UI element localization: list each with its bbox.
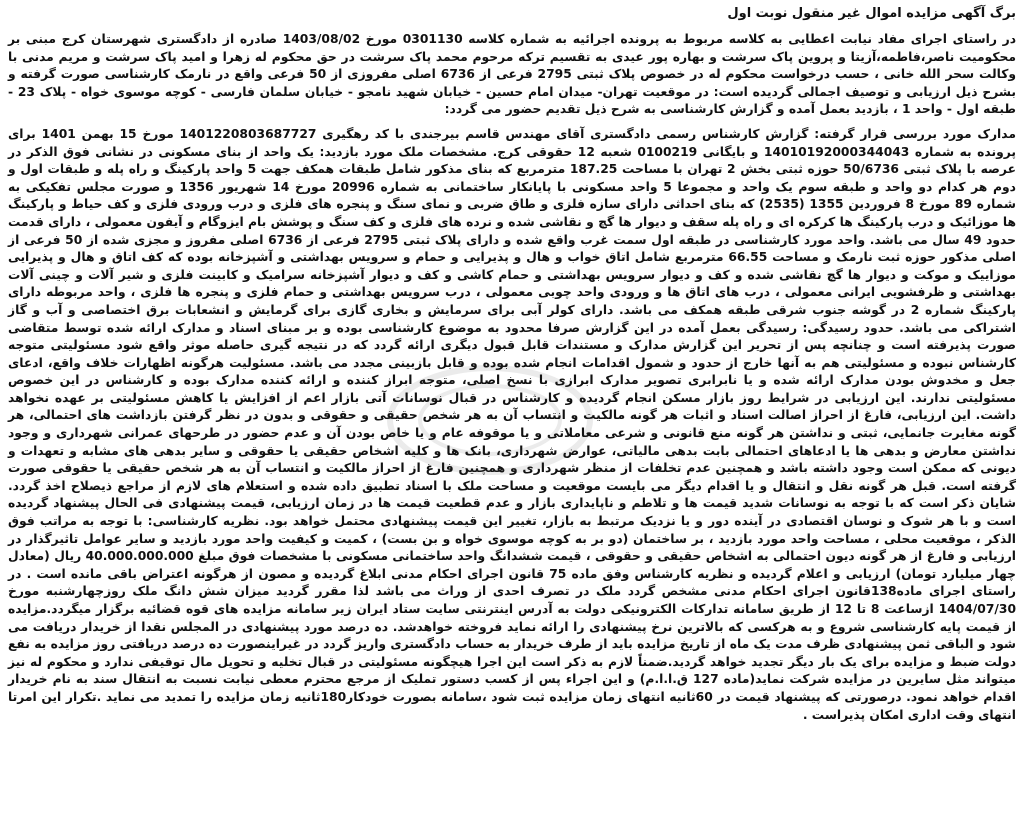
notice-title: برگ آگهی مزایده اموال غیر منقول نوبت اول — [727, 6, 1016, 21]
notice-paragraph-intro: در راستای اجرای مفاد نیابت اعطایی به کلاسه مربوط به پرونده اجرائیه به شماره کلاسه 0301130 مورخ 1403/08/02 صادره از دادگستری شهرستان کرج مبنی بر محکومیت ناصر،فاطمه،آزیتا و پروین پاک سرشت و بهاره پور عیدی به تقسیم ترکه مرحوم محمد پاک سرشت در حق محکوم له زهرا و امید پاک سرشت و مریم مدنی با وکالت سحر الله خانی ، حسب درخواست محکوم له در خصوص پلاک ثبتی 2795 فرعی از 6736 اصلی مفروزی از 50 فرعی واقع در نارمک کارشناسی صورت گرفته و بشرح ذیل ارزیابی و توصیف اجمالی گردیده است: در موقعیت تهران- میدان امام حسین - خیابان شهید نامجو - خیابان سلمان فارسی - کوچه موسوی خواه - پلاک 23 - طبقه اول - واحد 1 ، بازدید بعمل آمده و گزارش کارشناسی به شرح ذیل تقدیم حضور می گردد: — [8, 32, 1017, 117]
notice-paragraph-body: مدارک مورد بررسی قرار گرفته: گزارش کارشناس رسمی دادگستری آقای مهندس قاسم بیرجندی با کد رهگیری 1401220803687727 مورخ 15 بهمن 1401 برای پرونده به شماره 14010192000344043 و بایگانی 0100219 شعبه 12 حقوقی کرج. مشخصات ملک مورد بازدید: یک واحد از بنای مسکونی در نشانی فوق الذکر در عرصه با پلاک ثبتی 50/6736 حوزه ثبتی بخش 2 تهران با مساحت 187.25 مترمربع که بنای مذکور شامل طبقات همکف جهت 5 واحد پارکینگ و راه پله و طبقات اول و دوم هر کدام دو واحد و طبقه سوم یک واحد و مجموعا 5 واحد مسکونی با پایانکار ساختمانی به شماره 20996 مورخ 14 شهریور 1356 و صورت مجلس تفکیکی به شماره 89 مورخ 8 فروردین 1355 (2535) که بنای احداثی دارای سازه فلزی و طاق ضربی و نمای سنگ و پنجره های فلزی و درب ورودی فلزی و کف حیاط و پارکینگ ها موزائیک و درب پارکینگ ها کرکره ای و راه پله سقف و دیوار ها گچ و نقاشی شده و نرده های فلزی و کف سنگ و پوشش بام ایزوگام و آیفون معمولی ، دارای قدمت حدود 49 سال می باشد. واحد مورد کارشناسی در طبقه اول سمت غرب واقع شده و دارای پلاک ثبتی 2795 فرعی از 6736 اصلی مفروز و مجزی شده از 50 فرعی از اصلی مذکور حوزه ثبت نارمک و مساحت 66.55 مترمربع شامل اتاق خواب و هال و پذیرایی و حمام و سرویس بهداشتی و آشپزخانه بوده که کف اتاق و هال و پذیرایی موزاییک و موکت و دیوار ها گچ نقاشی شده و کف و دیوار سرویس بهداشتی و حمام کاشی و کف و دیوار آشپزخانه سرامیک و کابینت فلزی و شیر آلات و چینی آلات بهداشتی و ظرفشویی ایرانی معمولی ، درب های اتاق ها و ورودی واحد چوبی معمولی ، درب سرویس بهداشتی و حمام فلزی و پنجره ها فلزی ، واحد مربوطه دارای پارکینگ شماره 2 در گوشه جنوب شرقی طبقه همکف می باشد. دارای کولر آبی برای سرمایش و بخاری گازی برای گرمایش و انشعابات برق اختصاصی و آب و گاز اشتراکی می باشد. حدود رسیدگی: رسیدگی بعمل آمده در این گزارش صرفا محدود به موضوع کارشناسی بوده و بر مبنای اسناد و مدارک ارائه شده توسط متقاضی صورت پذیرفته است و چنانچه پس از تحریر این گزارش مدارک و مستندات قابل قبول دیگری ارائه گردد که در نتیجه گیری حاصله موثر واقع شود مسئولیتی متوجه کارشناس نبوده و مسئولیتی هم به آنها خارج از حدود و شمول اقدامات انجام شده بوده و قابل بازبینی مجدد می باشد. مسئولیت هرگونه اظهارات خلاف واقع، ادعای جعل و مخدوش بودن مدارک ارائه شده و یا نابرابری تصویر مدارک ابرازی با نسخ اصلی، متوجه ابراز کننده و ارائه کننده مدارک بوده و کارشناس در این خصوص مسئولیتی ندارند. این ارزیابی در شرایط روز بازار مسکن انجام گردیده و کارشناس در قبال نوسانات آتی بازار اعم از افزایش یا کاهش مسئولیتی بر عهده نخواهد داشت. این ارزیابی، فارغ از احراز اصالت اسناد و اثبات هر گونه مالکیت و انتساب آن به هر شخص حقیقی و حقوقی و بدون در نظر گرفتن بازداشت های احتمالی، هر گونه مغایرت جانمایی، ثبتی و نداشتن هر گونه منع قانونی و شرعی معاملاتی و یا موقوفه عام و یا خاص بودن آن و عدم حضور در طرحهای عمرانی شهرداری و وجود نداشتن معارض و بدهی ها یا ادعاهای احتمالی بابت بدهی مالیاتی، عوارض شهرداری، بانک ها و کلیه اشخاص حقیقی یا حقوقی و سایر بدهی های مشابه و تعهدات و دیونی که ممکن است وجود داشته باشد و همچنین عدم تخلفات از منظر شهرداری و همچنین فارغ از احراز مالکیت و انتساب آن به هر شخص حقیقی یا حقوقی صورت گرفته است. قبل هر گونه نقل و انتقال و یا اقدام دیگر می بایست موقعیت و مساحت ملک با اسناد تطبیق داده شده و استعلام های لازم از مراجع ذیصلاح اخذ گردد. شایان ذکر است که با توجه به نوسانات شدید قیمت ها و تلاطم و ناپایداری بازار و عدم قطعیت قیمت ها در زمان ارزیابی، قیمت پیشنهادی فی الحال پیشنهاد گردیده است و با هر شوک و نوسان اقتصادی در آینده دور و یا نزدیک مرتبط به بازار، تغییر این قیمت پیشنهادی محتمل خواهد بود. نظریه کارشناسی: با توجه به مراتب فوق الذکر ، موقعیت محلی ، مساحت واحد مورد بازدید ، بر ساختمان (دو بر به کوچه موسوی خواه و بن بست) ، کمیت و کیفیت واحد مورد بازدید و سایر عوامل تاثیرگذار در ارزیابی و فارغ از هر گونه دیون احتمالی به اشخاص حقیقی و حقوقی ، قیمت ششدانگ واحد ساختمانی مسکونی با مشخصات فوق مبلغ 40.000.000.000 ریال (معادل چهار میلیارد تومان) ارزیابی و اعلام گردیده و نظریه کارشناس وفق ماده 75 قانون اجرای احکام مدنی ابلاغ گردیده و مصون از هرگونه اعتراض باقی مانده است . در راستای اجرای ماده138قانون اجرای احکام مدنی مشخص گردد ملک در تصرف احدی از وراث می باشد لذا مقرر گردید میزان شش دانگ ملک روزچهارشنبه مورخ 1404/07/30 ازساعت 8 تا 12 از طریق سامانه تدارکات الکترونیکی دولت به آدرس اینترنتی سایت ستاد ایران زیر سامانه مزایده های قوه قضائیه برگزار میگردد.مزایده از قیمت پایه کارشناسی شروع و به هرکسی که بالاترین نرخ پیشنهادی را ارائه نماید فروخته خواهدشد. ده درصد مورد پیشنهادی در المجلس نقدا از خریدار دریافت می شود و الباقی ثمن پیشنهادی ظرف مدت یک ماه از تاریخ مزایده باید از طرف خریدار به حساب دادگستری واریز گردد در غیراینصورت ده درصد دریافتی روز مزایده به نفع دولت ضبط و مزایده برای یک بار دیگر تجدید خواهد گردید.ضمناً لازم به ذکر است این اجرا هیچگونه مسئولیتی در قبال تخلیه و تحویل مال توقیفی ندارد و محکوم له نیز میتواند مثل سایرین در مزایده شرکت نماید(ماده 127 ق.ا.ا.م) و این اجراء پس از کسب دستور تملیک از مرجع محترم معطی نیابت نسبت به انتقال سند به نام خریدار اقدام خواهد نمود. درصورتی که پیشنهاد قیمت در 60ثانیه انتهای زمان مزایده ثبت شود ،سامانه بصورت خودکار180ثانیه زمان مزایده را تمدید می نماید .تکرار این امرتا انتهای وقت اداری امکان پذیراست . — [8, 126, 1017, 722]
